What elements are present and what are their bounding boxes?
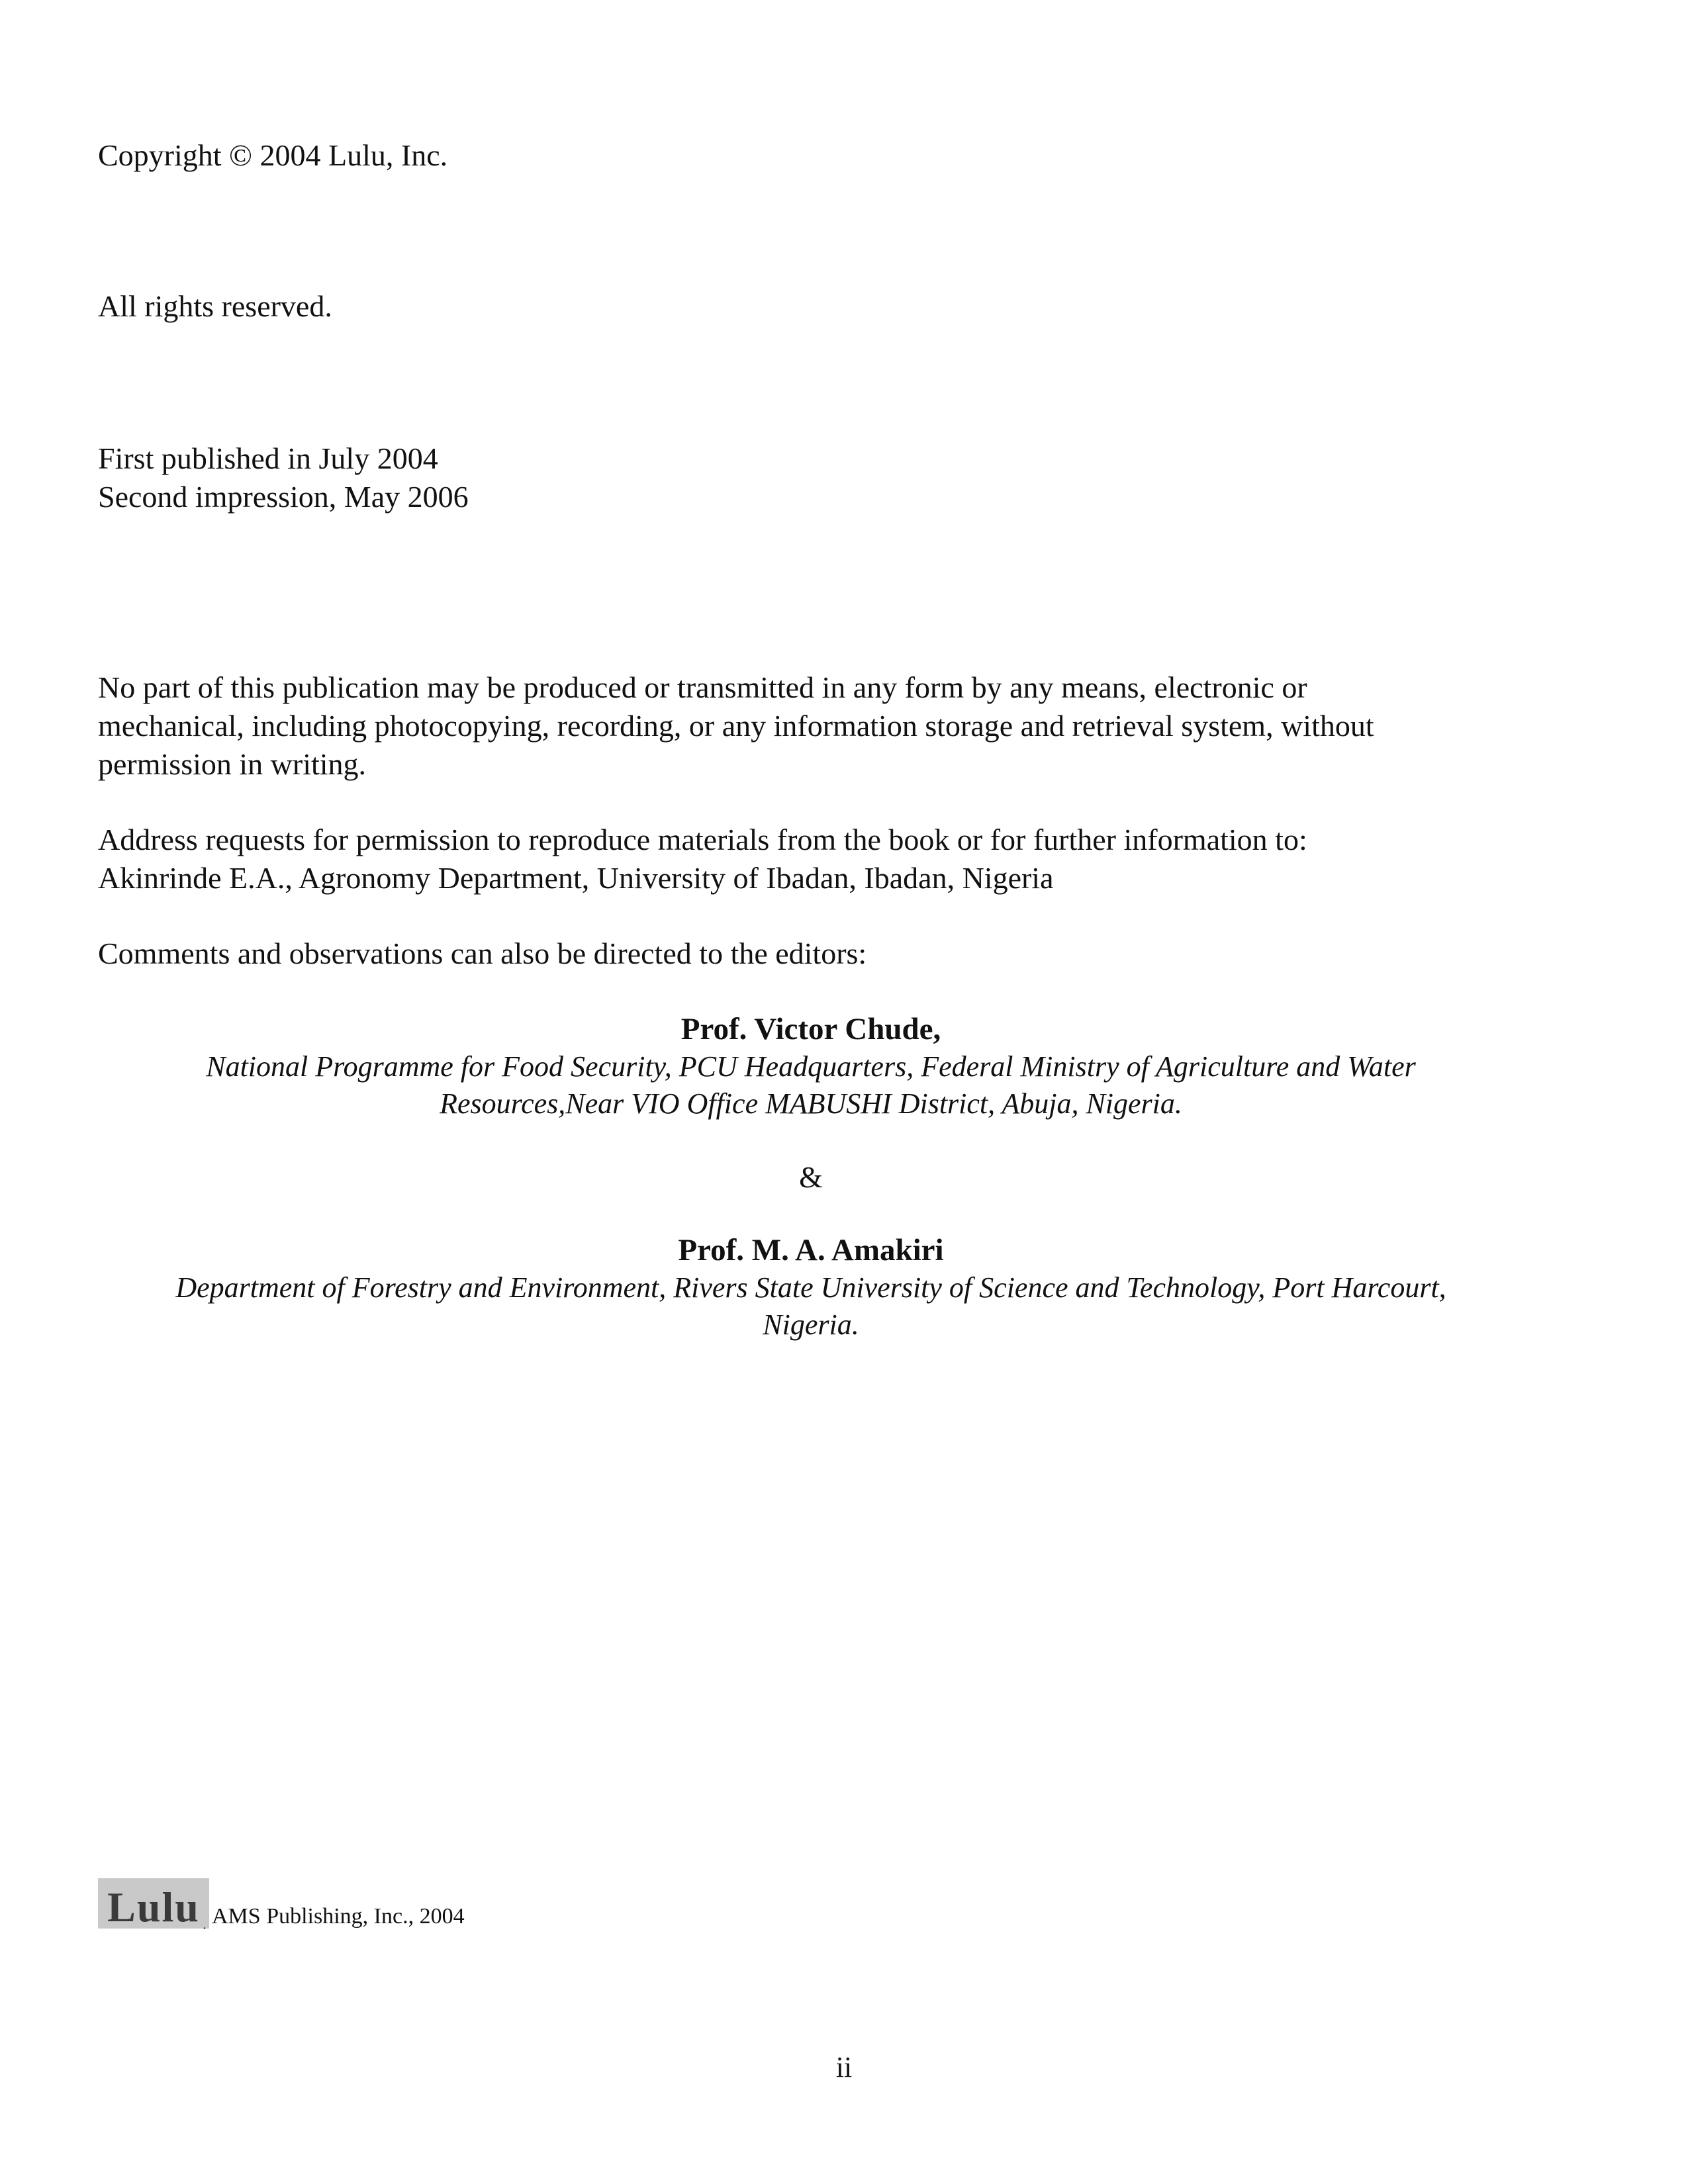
editor-separator: &: [799, 1160, 823, 1194]
editor-2-name: Prof. M. A. Amakiri: [678, 1233, 944, 1267]
comments-line: Comments and observations can also be directed to the editors:: [98, 936, 867, 970]
editor-1-affiliation-line-1: National Programme for Food Security, PCU Headquarters, Federal Ministry of Agriculture and Water: [206, 1050, 1416, 1083]
logo-trademark-dot: .: [203, 1916, 207, 1933]
editor-1-name: Prof. Victor Chude,: [680, 1012, 941, 1046]
editor-2-affiliation-line-1: Department of Forestry and Environment, Rivers State University of Science and Technology, Port Harcourt,: [175, 1271, 1446, 1304]
editor-1-affiliation-line-2: Resources,Near VIO Office MABUSHI District, Abuja, Nigeria.: [440, 1087, 1182, 1120]
publisher-imprint: AMS Publishing, Inc., 2004: [212, 1904, 465, 1929]
permissions-line-1: Address requests for permission to reproduce materials from the book or for further information to:: [98, 823, 1307, 856]
page-number: ii: [835, 2051, 853, 2083]
editor-2-affiliation-line-2: Nigeria.: [763, 1308, 859, 1341]
first-published-line: First published in July 2004: [98, 441, 438, 475]
rights-reserved-line: All rights reserved.: [98, 289, 332, 323]
copyright-line: Copyright © 2004 Lulu, Inc.: [98, 138, 448, 172]
notice-line-1: No part of this publication may be produced or transmitted in any form by any means, electronic or: [98, 670, 1307, 704]
notice-line-2: mechanical, including photocopying, recording, or any information storage and retrieval system, without: [98, 709, 1374, 743]
notice-line-3: permission in writing.: [98, 747, 367, 781]
second-impression-line: Second impression, May 2006: [98, 480, 469, 514]
permissions-line-2: Akinrinde E.A., Agronomy Department, University of Ibadan, Ibadan, Nigeria: [98, 861, 1054, 895]
lulu-logo: Lulu: [98, 1878, 209, 1929]
